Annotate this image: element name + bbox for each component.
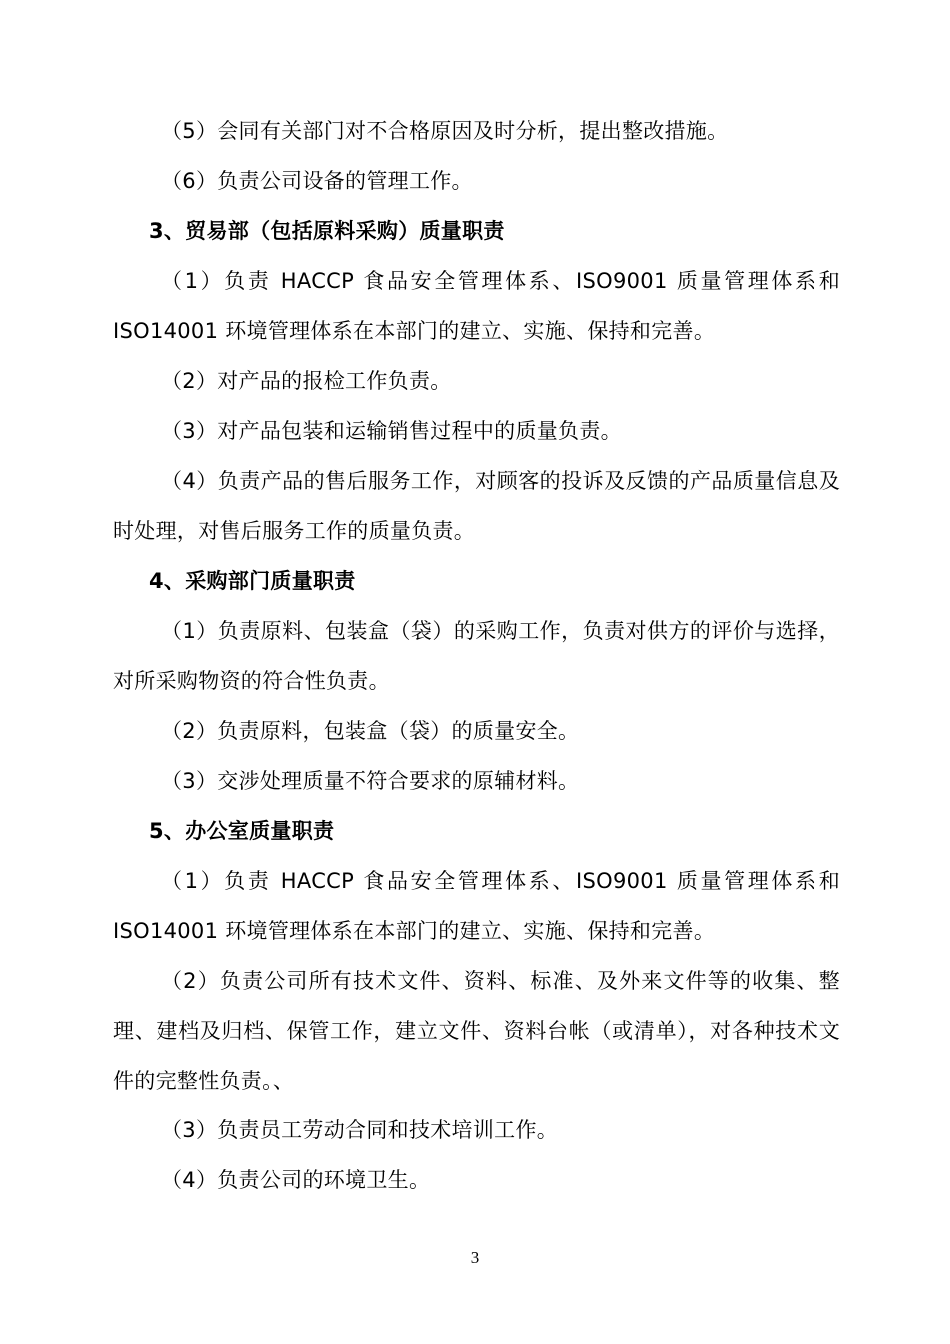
section-heading-purchasing-dept: 4、采购部门质量职责 xyxy=(149,569,356,593)
paragraph-trade-item-2: （2）对产品的报检工作负责。 xyxy=(161,369,452,393)
section-heading-trade-dept: 3、贸易部（包括原料采购）质量职责 xyxy=(149,219,505,243)
paragraph-office-item-3: （3）负责员工劳动合同和技术培训工作。 xyxy=(161,1118,559,1142)
paragraph-purchasing-item-2: （2）负责原料，包装盒（袋）的质量安全。 xyxy=(161,719,580,743)
paragraph-office-item-4: （4）负责公司的环境卫生。 xyxy=(161,1168,431,1192)
paragraph-trade-item-3: （3）对产品包装和运输销售过程中的质量负责。 xyxy=(161,419,622,443)
paragraph-trade-item-1: （1）负责 HACCP 食品安全管理体系、ISO9001 质量管理体系和ISO14001 环境管理体系在本部门的建立、实施、保持和完善。 xyxy=(113,269,840,343)
paragraph-item-5: （5）会同有关部门对不合格原因及时分析，提出整改措施。 xyxy=(161,119,729,143)
paragraph-office-item-1: （1）负责 HACCP 食品安全管理体系、ISO9001 质量管理体系和ISO14001 环境管理体系在本部门的建立、实施、保持和完善。 xyxy=(113,869,840,943)
section-heading-office: 5、办公室质量职责 xyxy=(149,819,335,843)
paragraph-item-6: （6）负责公司设备的管理工作。 xyxy=(161,169,473,193)
paragraph-purchasing-item-1: （1）负责原料、包装盒（袋）的采购工作，负责对供方的评价与选择，对所采购物资的符合性负责。 xyxy=(113,619,840,693)
paragraph-purchasing-item-3: （3）交涉处理质量不符合要求的原辅材料。 xyxy=(161,769,580,793)
page-number: 3 xyxy=(470,1248,480,1267)
paragraph-trade-item-4: （4）负责产品的售后服务工作，对顾客的投诉及反馈的产品质量信息及时处理，对售后服务工作的质量负责。 xyxy=(113,469,840,543)
paragraph-office-item-2: （2）负责公司所有技术文件、资料、标准、及外来文件等的收集、整理、建档及归档、保管工作，建立文件、资料台帐（或清单），对各种技术文件的完整性负责。、 xyxy=(113,969,840,1093)
